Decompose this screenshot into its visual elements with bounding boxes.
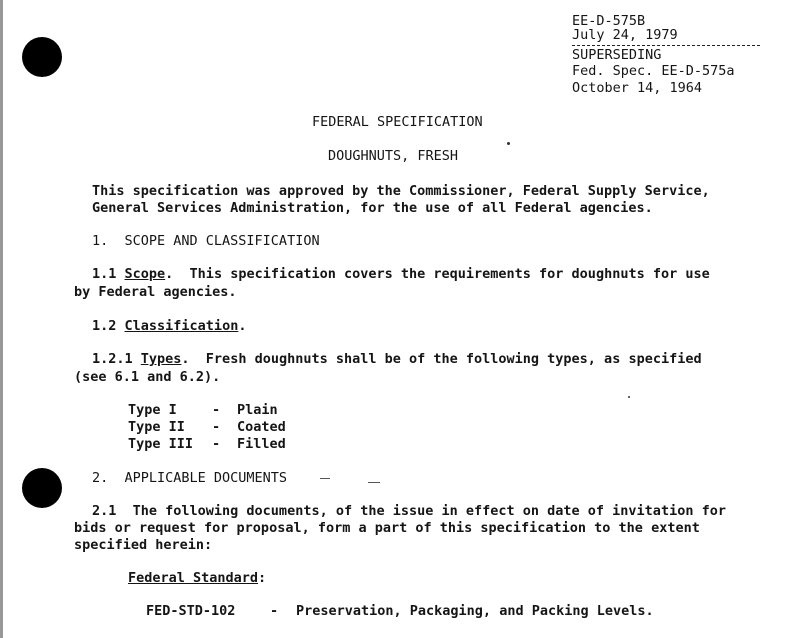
type-3-desc: Filled	[237, 436, 286, 452]
speck	[507, 142, 510, 145]
section-1-1-line-1	[92, 266, 710, 283]
colon: :	[258, 570, 267, 586]
federal-standard-heading	[128, 570, 266, 587]
section-2-heading: 2. APPLICABLE DOCUMENTS	[92, 470, 288, 486]
approval-line-1: This specification was approved by the Commissioner, Federal Supply Service,	[92, 183, 710, 199]
superseding-label: SUPERSEDING	[572, 47, 662, 63]
scope-text: . This specification covers the requirements for doughnuts for use	[165, 266, 710, 282]
section-1-heading: 1. SCOPE AND CLASSIFICATION	[92, 233, 320, 249]
scope-title: Scope	[124, 266, 166, 282]
doc-id: EE-D-575B	[572, 13, 646, 29]
classification-title: Classification	[124, 318, 239, 334]
types-text: . Fresh doughnuts shall be of the following types, as specified	[181, 351, 702, 367]
fed-std-dash: -	[270, 603, 279, 619]
section-1-2-1-line-1	[92, 351, 702, 368]
section-number: 1.2.1	[92, 351, 133, 367]
fed-std-code: FED-STD-102	[146, 603, 236, 619]
speck	[628, 396, 630, 398]
page-edge	[0, 0, 3, 638]
previous-spec: Fed. Spec. EE-D-575a	[572, 63, 735, 79]
section-2-1-line-2: bids or request for proposal, form a part of this specification to the extent	[74, 520, 700, 536]
section-number: 1.1	[92, 266, 117, 282]
section-1-1-line-2: by Federal agencies.	[74, 284, 237, 300]
type-3-dash: -	[212, 436, 221, 452]
type-2-dash: -	[212, 419, 221, 435]
stray-mark	[320, 478, 330, 479]
type-3-name: Type III	[128, 436, 194, 452]
type-2-name: Type II	[128, 419, 185, 435]
type-1-name: Type I	[128, 402, 177, 418]
header-rule	[572, 45, 760, 46]
section-1-2-heading	[92, 318, 246, 335]
approval-line-2: General Services Administration, for the use of all Federal agencies.	[92, 200, 653, 216]
type-1-dash: -	[212, 402, 221, 418]
fed-std-title: Preservation, Packaging, and Packing Levels.	[296, 603, 654, 619]
section-2-1-line-1: 2.1 The following documents, of the issue in effect on date of invitation for	[92, 503, 726, 519]
section-number: 1.2	[92, 318, 117, 334]
punch-hole-top	[22, 37, 62, 77]
doc-date: July 24, 1979	[572, 27, 678, 43]
stray-mark	[368, 482, 380, 483]
period: .	[238, 318, 247, 334]
page-subtitle: DOUGHNUTS, FRESH	[328, 148, 459, 164]
section-2-1-line-3: specified herein:	[74, 537, 213, 553]
section-1-2-1-line-2: (see 6.1 and 6.2).	[74, 369, 221, 385]
types-title: Types	[140, 351, 182, 367]
federal-standard-label: Federal Standard	[128, 570, 259, 586]
type-2-desc: Coated	[237, 419, 286, 435]
previous-date: October 14, 1964	[572, 80, 703, 96]
page-title: FEDERAL SPECIFICATION	[312, 114, 483, 130]
type-1-desc: Plain	[237, 402, 278, 418]
punch-hole-bottom	[22, 468, 62, 508]
